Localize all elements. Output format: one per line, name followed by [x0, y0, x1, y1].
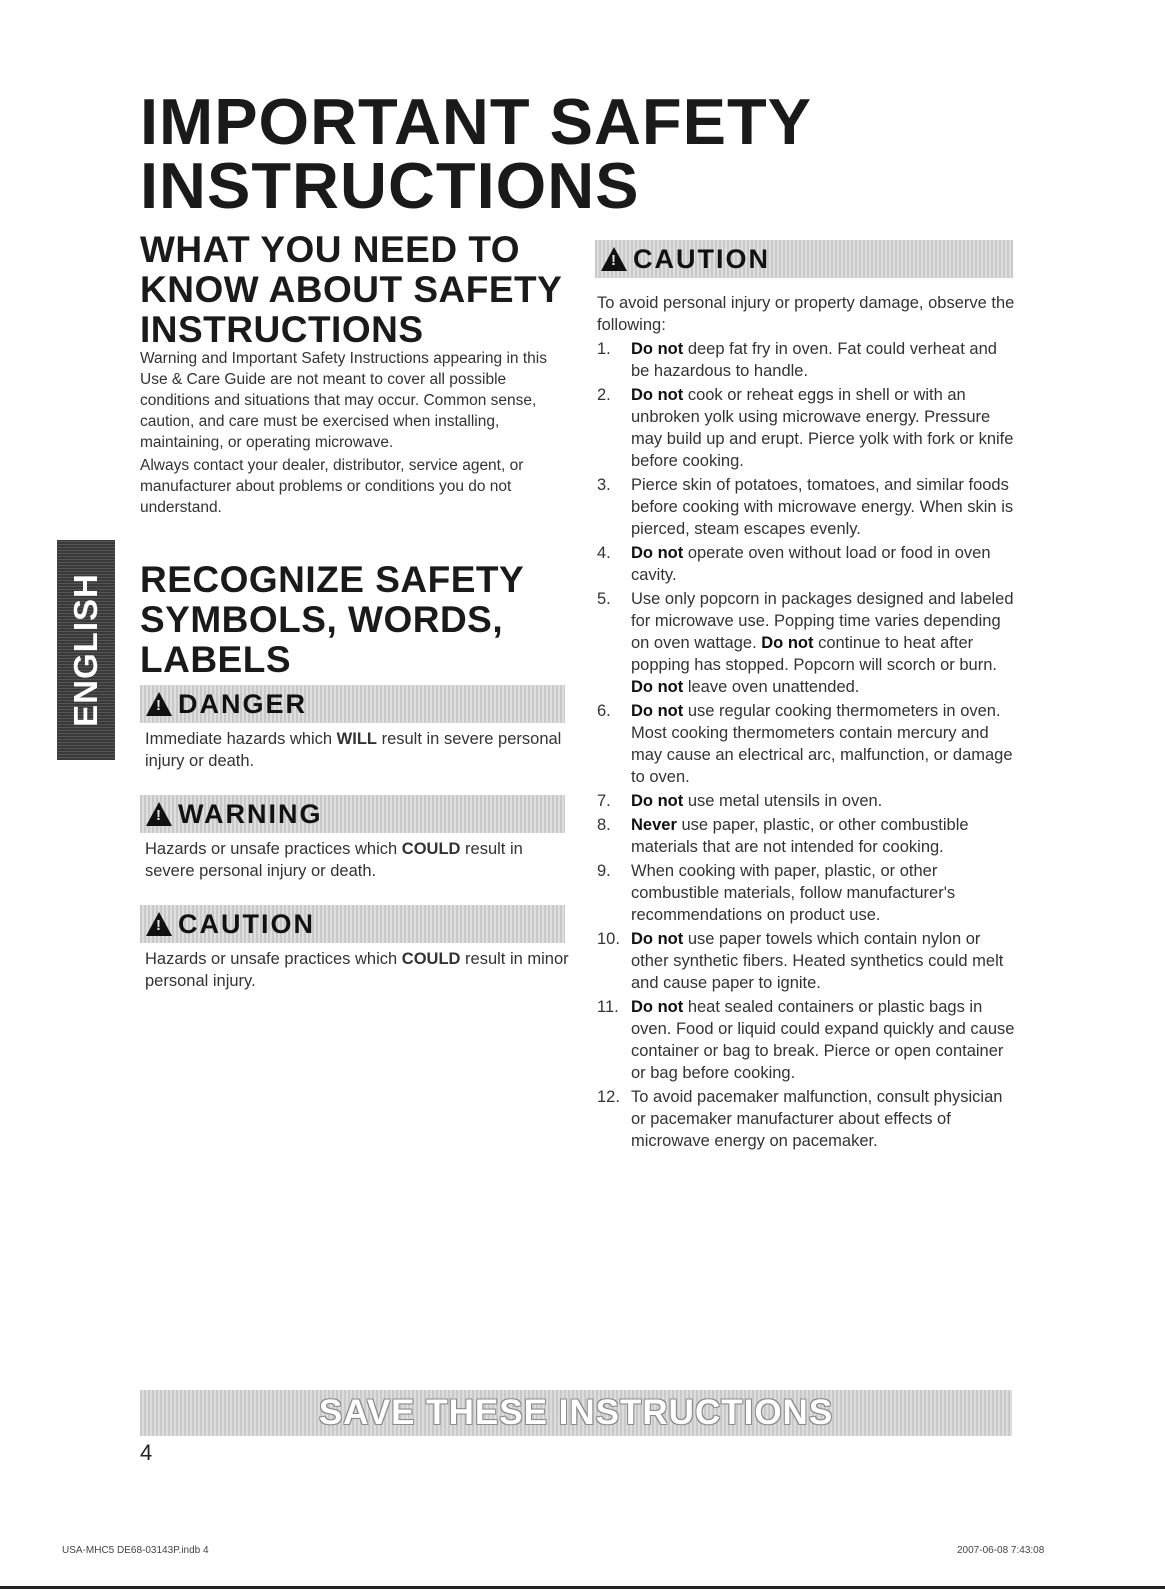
intro-paragraph: Warning and Important Safety Instructions appearing in this Use & Care Guide are not meant to cover all possible conditions and situations that may occur. Common sense, caution, and care must be exercised when installing, maintaining, or operating microwave. [140, 350, 547, 451]
list-item: 1. Do not deep fat fry in oven. Fat could verheat and be hazardous to handle. [597, 340, 997, 380]
warning-label-bar [140, 795, 565, 833]
danger-label-bar [140, 685, 565, 723]
language-side-tab [57, 540, 115, 760]
footer-file-info: USA-MHC5 DE68-03143P.indb 4 [62, 1545, 209, 1556]
caution-description: Hazards or unsafe practices which COULD result in minor personal injury. [145, 950, 569, 990]
section-title-what-you-need: WHAT YOU NEED TO KNOW ABOUT SAFETY INSTRUCTIONS [140, 229, 562, 350]
warning-triangle-icon [146, 912, 172, 936]
list-item: 2. Do not cook or reheat eggs in shell or with an unbroken yolk using microwave energy. Pressure may build up and erupt. Pierce yolk with fork or knife before cooking. [597, 386, 1014, 470]
list-item: 6. Do not use regular cooking thermometers in oven. Most cooking thermometers contain mercury and may cause an electrical arc, malfunction, or damage to oven. [597, 702, 1013, 786]
caution-label: CAUTION [178, 908, 315, 939]
list-item: 5. Use only popcorn in packages designed and labeled for microwave use. Popping time varies depending on oven wattage. Do not continue to heat after popping has stopped. Popcorn will scorch or burn. Do not leave oven unattended. [597, 590, 1014, 696]
contact-paragraph: Always contact your dealer, distributor, service agent, or manufacturer about problems or conditions you do not understand. [140, 457, 524, 516]
list-item: 4. Do not operate oven without load or food in oven cavity. [597, 544, 991, 584]
save-instructions-text: SAVE THESE INSTRUCTIONS [318, 1393, 834, 1432]
danger-label: DANGER [178, 688, 308, 719]
warning-triangle-icon [146, 692, 172, 716]
save-instructions-banner [140, 1390, 1012, 1436]
page-title: IMPORTANT SAFETY INSTRUCTIONS [140, 85, 811, 222]
warning-label: WARNING [178, 798, 323, 829]
caution-list [597, 338, 1017, 1154]
list-item: 11. Do not heat sealed containers or plastic bags in oven. Food or liquid could expand quickly and cause container or bag to break. Pierce or open container or bag before cooking. [597, 998, 1015, 1082]
caution-intro: To avoid personal injury or property damage, observe the following: [597, 294, 1015, 334]
caution-box-label: CAUTION [633, 243, 770, 274]
page-number: 4 [140, 1440, 153, 1465]
list-item: 7. Do not use metal utensils in oven. [597, 792, 883, 810]
danger-description: Immediate hazards which WILL result in severe personal injury or death. [145, 730, 562, 770]
caution-box-header [595, 240, 1013, 278]
list-item: 10. Do not use paper towels which contain nylon or other synthetic fibers. Heated synthetics could melt and cause paper to ignite. [597, 930, 1004, 992]
language-tab-label: ENGLISH [67, 573, 104, 727]
warning-description: Hazards or unsafe practices which COULD result in severe personal injury or death. [145, 840, 523, 880]
list-item: 9. When cooking with paper, plastic, or other combustible materials, follow manufacturer's recommendations on product use. [597, 862, 956, 924]
caution-label-bar [140, 905, 565, 943]
section-title-recognize-symbols: RECOGNIZE SAFETY SYMBOLS, WORDS, LABELS [140, 559, 524, 680]
list-item: 12. To avoid pacemaker malfunction, consult physician or pacemaker manufacturer about effects of microwave energy on pacemaker. [597, 1088, 1003, 1150]
footer-rule [0, 1586, 1165, 1589]
list-item: 8. Never use paper, plastic, or other combustible materials that are not intended for cooking. [597, 816, 969, 856]
warning-triangle-icon [146, 802, 172, 826]
list-item: 3. Pierce skin of potatoes, tomatoes, and similar foods before cooking with microwave energy. When skin is pierced, steam escapes evenly. [597, 476, 1014, 538]
footer-timestamp: 2007-06-08 7:43:08 [957, 1545, 1045, 1556]
warning-triangle-icon [601, 247, 627, 271]
